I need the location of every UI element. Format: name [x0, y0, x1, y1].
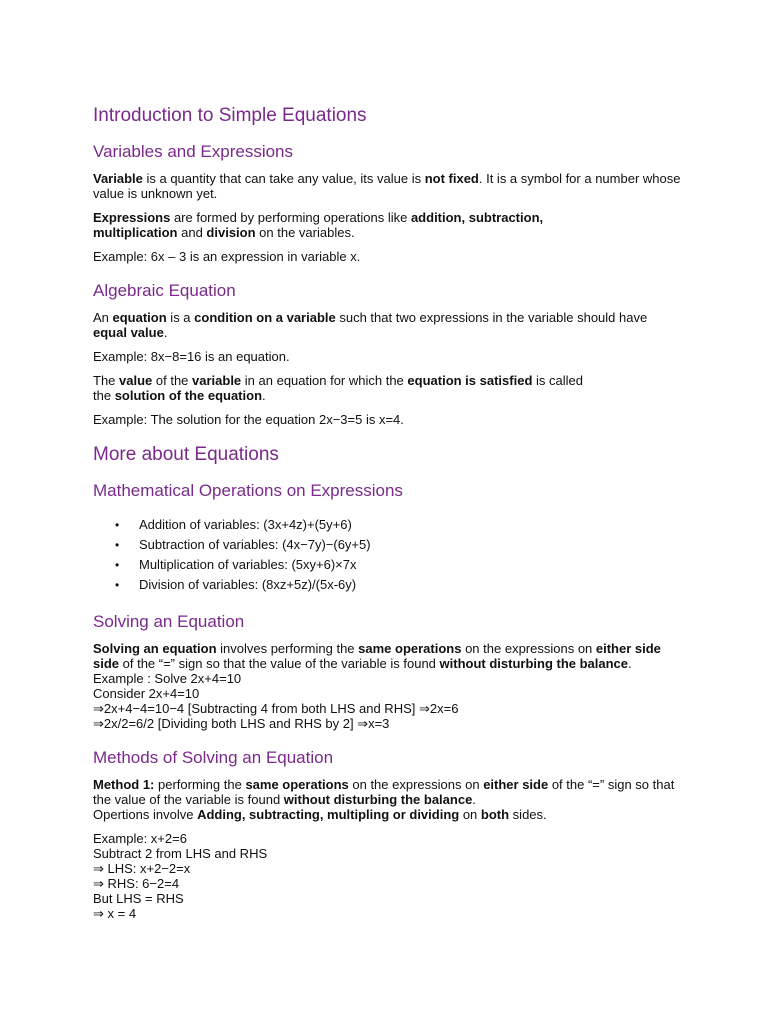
- heading-methods-of-solving: Methods of Solving an Equation: [93, 748, 334, 767]
- paragraph-operations-involve: Opertions involve Adding, subtracting, multipling or dividing on both sides.: [93, 807, 547, 822]
- paragraph-equation-example: Example: 8x−8=16 is an equation.: [93, 349, 290, 364]
- paragraph-expressions-definition: Expressions are formed by performing operations like addition, subtraction, multiplication and division on the variables.: [93, 210, 544, 240]
- heading-solving-an-equation: Solving an Equation: [93, 612, 245, 631]
- operations-list: [93, 515, 683, 595]
- solving-example-line: ⇒2x/2=6/2 [Dividing both LHS and RHS by 2] ⇒x=3: [93, 716, 390, 731]
- solving-example-line: Example : Solve 2x+4=10: [93, 671, 242, 686]
- paragraph-expression-example: Example: 6x – 3 is an expression in variable x.: [93, 249, 361, 264]
- paragraph-solution-definition: The value of the variable in an equation for which the equation is satisfied is called the solution of the equation.: [93, 373, 583, 403]
- list-item: • Division of variables: (8xz+5z)/(5x-6y): [93, 575, 683, 595]
- paragraph-equation-definition: An equation is a condition on a variable such that two expressions in the variable should have equal value.: [93, 310, 648, 340]
- paragraph-solution-example: Example: The solution for the equation 2x−3=5 is x=4.: [93, 412, 404, 427]
- method-example-line: ⇒ RHS: 6−2=4: [93, 876, 180, 891]
- page-title: Introduction to Simple Equations: [93, 105, 367, 126]
- paragraph-solving-definition: Solving an equation involves performing the same operations on the expressions on either side side of the “=” sign so that the value of the variable is found without disturbing the balance.: [93, 641, 661, 671]
- paragraph-method-1: Method 1: performing the same operations on the expressions on either side of the “=” sign so that the value of the variable is found without disturbing the balance.: [93, 777, 675, 807]
- solving-example-line: ⇒2x+4−4=10−4 [Subtracting 4 from both LHS and RHS] ⇒2x=6: [93, 701, 459, 716]
- method-example-line: ⇒ LHS: x+2−2=x: [93, 861, 191, 876]
- heading-mathematical-operations: Mathematical Operations on Expressions: [93, 481, 403, 500]
- heading-variables-and-expressions: Variables and Expressions: [93, 142, 294, 161]
- list-item: • Subtraction of variables: (4x−7y)−(6y+5): [93, 535, 683, 555]
- list-item: • Multiplication of variables: (5xy+6)×7x: [93, 555, 683, 575]
- method-example-line: But LHS = RHS: [93, 891, 184, 906]
- document-page: [93, 104, 683, 921]
- solving-example-line: Consider 2x+4=10: [93, 686, 200, 701]
- method-example-line: Example: x+2=6: [93, 831, 187, 846]
- paragraph-variable-definition: Variable is a quantity that can take any value, its value is not fixed. It is a symbol for a number whose value is unknown yet.: [93, 171, 681, 201]
- heading-more-about-equations: More about Equations: [93, 444, 279, 465]
- heading-algebraic-equation: Algebraic Equation: [93, 281, 236, 300]
- method-example-line: ⇒ x = 4: [93, 906, 137, 921]
- method-example-line: Subtract 2 from LHS and RHS: [93, 846, 268, 861]
- list-item: • Addition of variables: (3x+4z)+(5y+6): [93, 515, 683, 535]
